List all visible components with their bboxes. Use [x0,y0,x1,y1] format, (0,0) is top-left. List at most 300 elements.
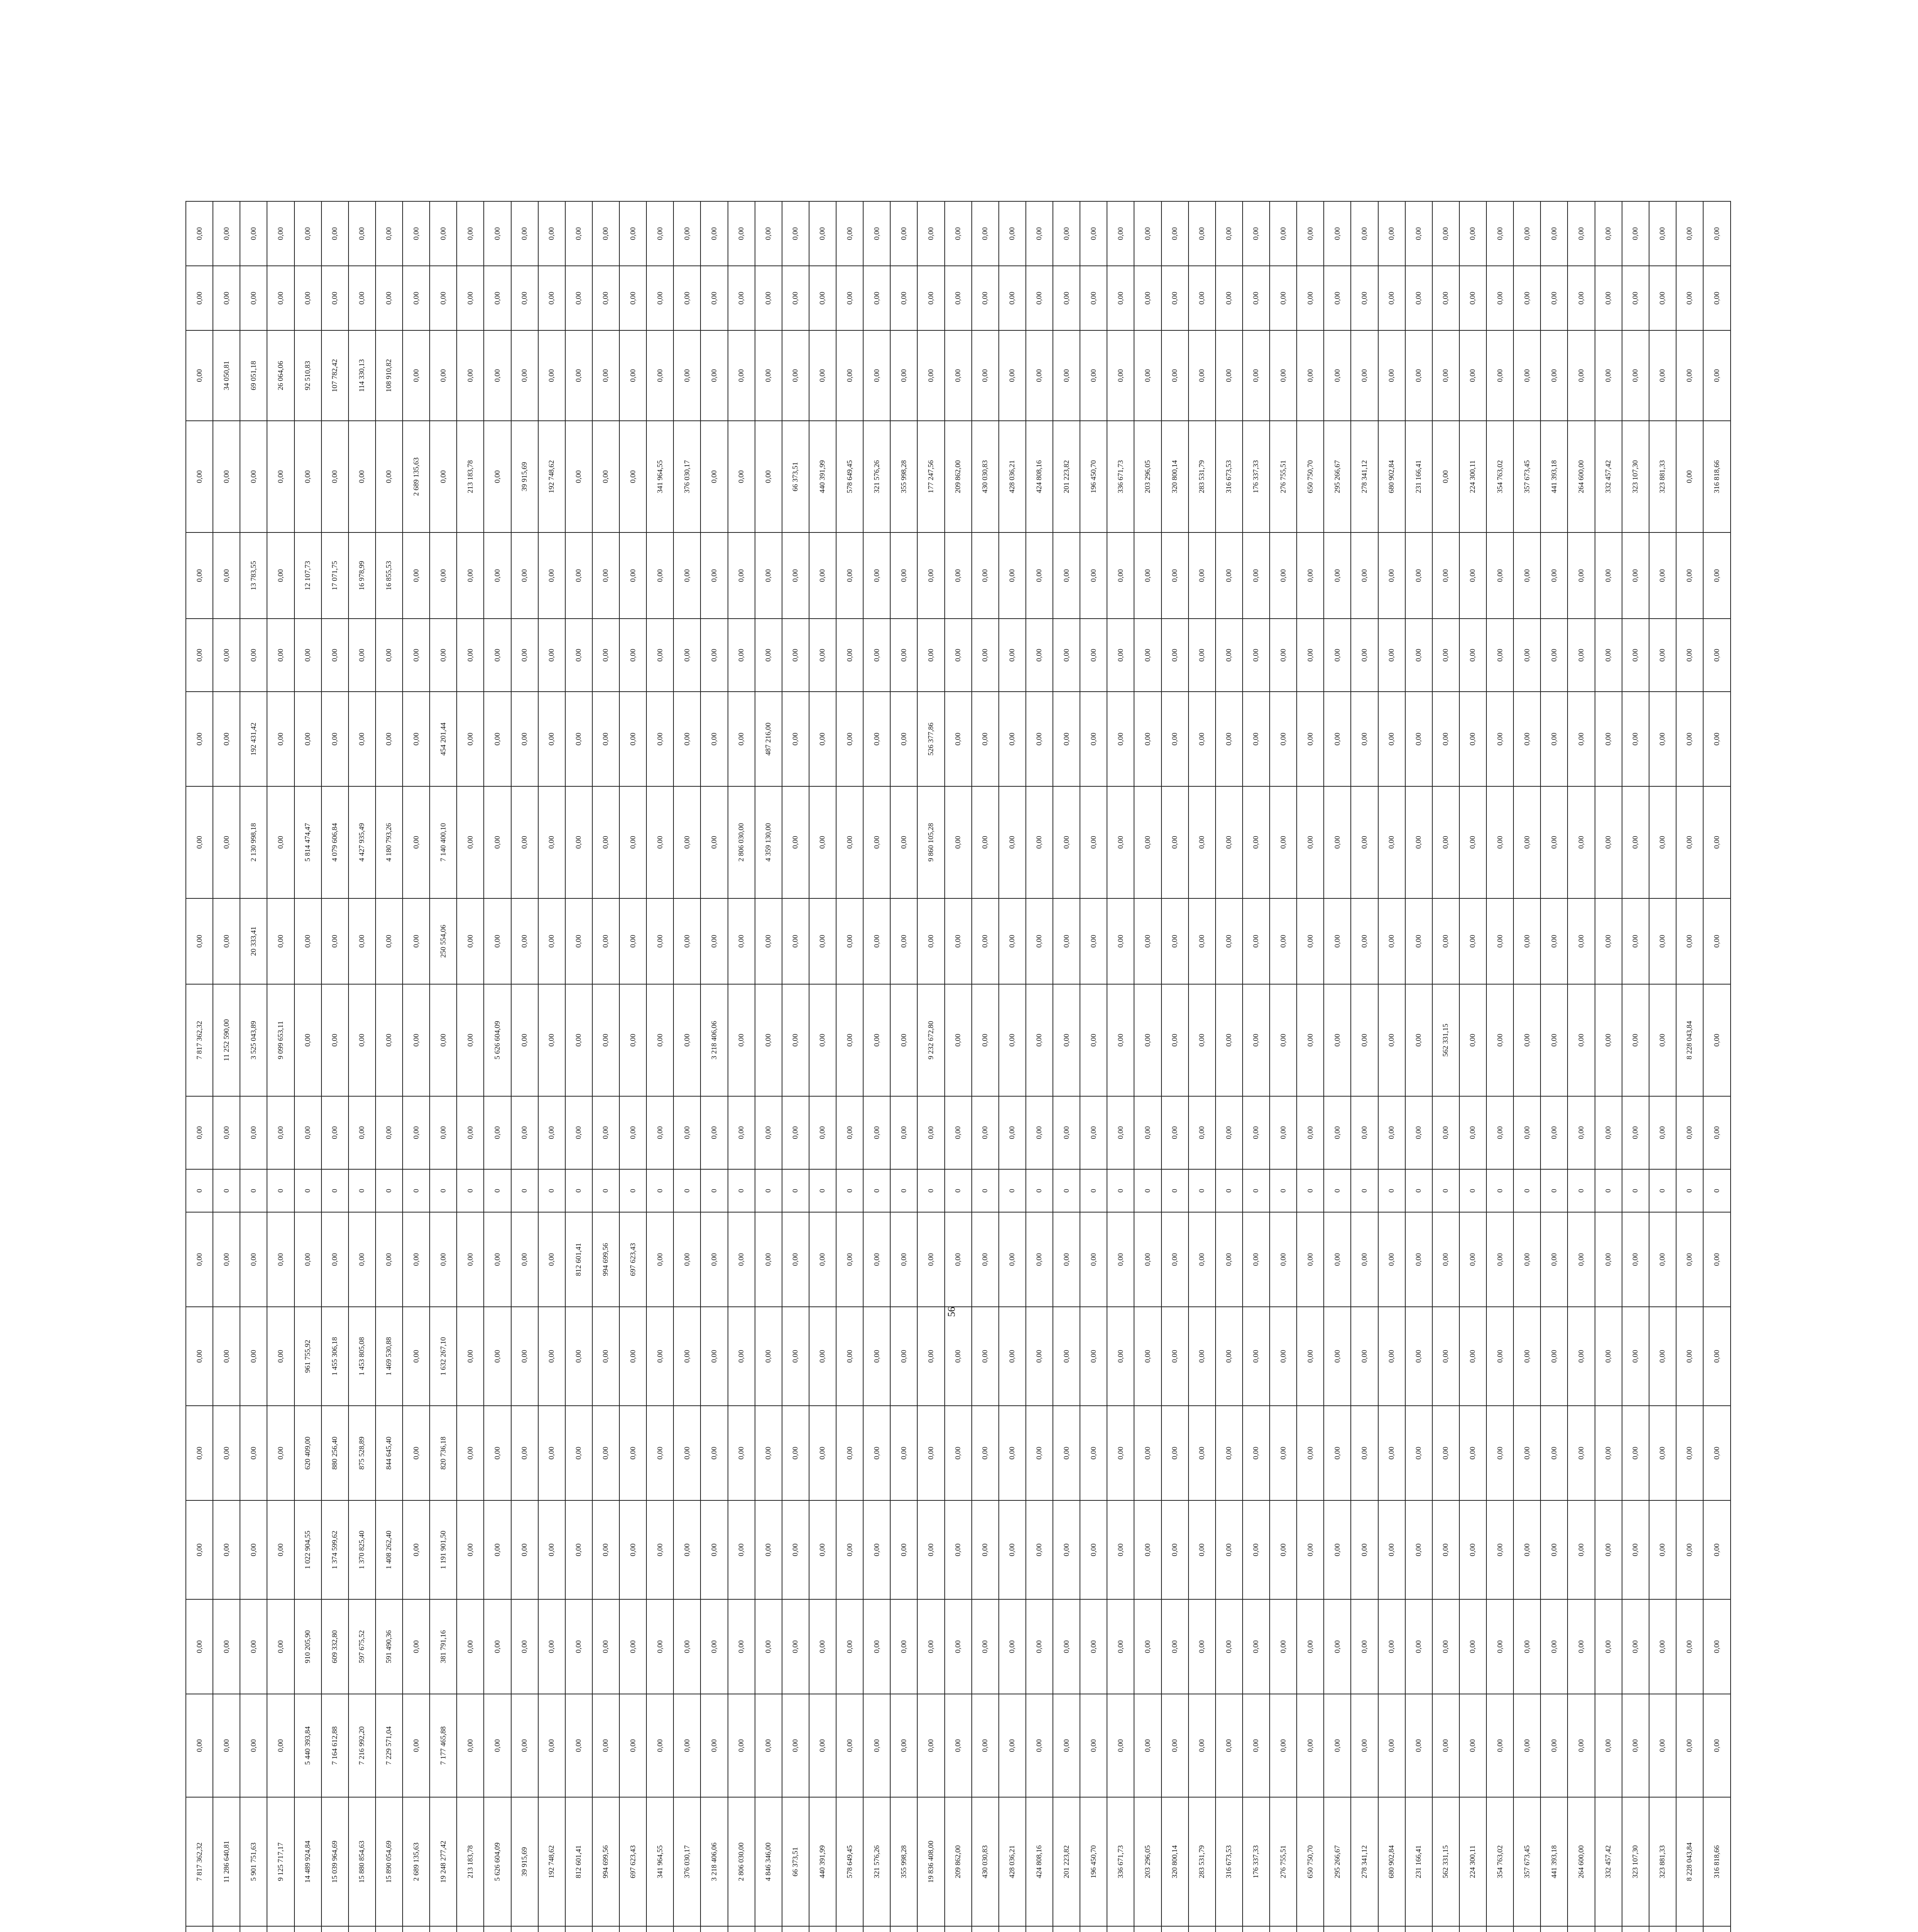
amount-cell: 0,00 [267,1096,294,1169]
amount-cell: 0,00 [213,1406,240,1500]
amount-cell: 0,00 [1513,1599,1541,1694]
amount-cell: 0,00 [1216,1694,1243,1797]
amount-cell: 0,00 [917,1599,944,1694]
amount-cell: 0,00 [376,421,403,532]
amount-cell: 0,00 [321,1212,349,1307]
amount-cell: 0,00 [267,1599,294,1694]
amount-cell: 0,00 [213,1599,240,1694]
amount-cell: 0,00 [1703,1096,1731,1169]
amount-cell: 0,00 [782,266,809,330]
amount-cell: 12 107,73 [294,532,321,619]
table-row [890,201,917,1932]
amount-cell: 0,00 [565,984,592,1096]
amount-cell: 0,00 [1541,1096,1568,1169]
amount-cell: 0,00 [1622,984,1649,1096]
amount-cell: 323 107,30 [1622,421,1649,532]
amount-cell: 0,00 [1378,1500,1405,1599]
amount-cell: 0,00 [1053,1500,1080,1599]
amount-cell: 0,00 [1216,201,1243,266]
amount-cell: 0,00 [1676,1096,1703,1169]
amount-cell: 0 [701,1169,728,1212]
amount-cell: 0,00 [403,1694,430,1797]
amount-cell: 0,00 [1432,201,1459,266]
amount-cell: 820 736,18 [430,1406,457,1500]
amount-cell: 0,00 [1541,1500,1568,1599]
amount-cell: 0,00 [1405,1599,1432,1694]
amount-cell: 2 689 135,63 [403,1797,430,1926]
amount-cell: 0,00 [1513,1307,1541,1406]
amount-cell: 0,00 [1216,619,1243,692]
amount-cell: 4 427 935,49 [349,786,376,898]
amount-cell: 562 331,15 [1432,984,1459,1096]
amount-cell: 0,00 [1703,1406,1731,1500]
amount-cell: 0,00 [782,1599,809,1694]
amount-cell: 0 [1324,1169,1351,1212]
amount-cell: 0,00 [728,266,755,330]
amount-cell: 0,00 [1053,330,1080,421]
amount-cell: 0,00 [1432,421,1459,532]
amount-cell: 0,00 [1026,984,1053,1096]
amount-cell: 0,00 [294,1096,321,1169]
amount-cell: 0,00 [1486,1096,1513,1169]
amount-cell: 578 649,45 [836,1797,863,1926]
amount-cell: 0,00 [1649,1694,1676,1797]
address-cell [1595,1926,1622,1932]
amount-cell: 0,00 [1432,1212,1459,1307]
amount-cell: 0,00 [1676,266,1703,330]
amount-cell: 0 [1107,1169,1134,1212]
amount-cell: 7 817 362,32 [186,1797,213,1926]
amount-cell: 0,00 [1459,266,1486,330]
amount-cell: 283 531,79 [1189,421,1216,532]
amount-cell: 0,00 [1161,532,1189,619]
table-row [863,201,890,1932]
amount-cell: 0,00 [1297,1694,1324,1797]
amount-cell: 0,00 [321,421,349,532]
amount-cell: 0,00 [1486,1212,1513,1307]
amount-cell: 0,00 [1189,266,1216,330]
amount-cell: 0,00 [863,1406,890,1500]
amount-cell: 0,00 [1161,1096,1189,1169]
address-cell [917,1926,944,1932]
table-row [511,201,538,1932]
amount-cell: 107 782,42 [321,330,349,421]
amount-cell: 0,00 [1270,1307,1297,1406]
amount-cell: 0,00 [1080,898,1107,985]
amount-cell: 812 601,41 [565,1212,592,1307]
amount-cell: 3 218 406,06 [701,984,728,1096]
amount-cell: 0,00 [1243,330,1270,421]
amount-cell: 0 [1216,1169,1243,1212]
amount-cell: 0,00 [403,898,430,985]
amount-cell: 0,00 [538,1599,565,1694]
amount-cell: 0,00 [240,266,267,330]
amount-cell: 0,00 [430,984,457,1096]
amount-cell: 0,00 [1541,984,1568,1096]
amount-cell: 0,00 [646,619,673,692]
amount-cell: 0,00 [1486,984,1513,1096]
amount-cell: 0,00 [592,1096,619,1169]
amount-cell: 0,00 [213,1500,240,1599]
amount-cell: 0,00 [1595,201,1622,266]
amount-cell: 0,00 [1216,1500,1243,1599]
amount-cell: 0,00 [782,786,809,898]
table-row [1351,201,1378,1932]
amount-cell: 0,00 [1513,1212,1541,1307]
amount-cell: 0,00 [1513,692,1541,786]
amount-cell: 0,00 [1270,330,1297,421]
amount-cell: 0,00 [1676,898,1703,985]
amount-cell: 192 431,42 [240,692,267,786]
table-row [1513,201,1541,1932]
amount-cell: 0,00 [646,201,673,266]
amount-cell: 323 107,30 [1622,1797,1649,1926]
amount-cell: 376 030,17 [673,1797,701,1926]
address-cell [701,1926,728,1932]
amount-cell: 0,00 [1216,984,1243,1096]
amount-cell: 0,00 [701,532,728,619]
amount-cell: 994 699,56 [592,1212,619,1307]
amount-cell: 0,00 [538,266,565,330]
amount-cell: 0,00 [1541,1406,1568,1500]
amount-cell: 0,00 [1297,532,1324,619]
amount-cell: 0,00 [321,1096,349,1169]
amount-cell: 0,00 [1134,1406,1161,1500]
amount-cell: 697 623,43 [619,1212,646,1307]
amount-cell: 0,00 [1243,898,1270,985]
amount-cell: 0,00 [1703,201,1731,266]
table-row [1243,201,1270,1932]
amount-cell: 0,00 [1459,1212,1486,1307]
amount-cell: 0,00 [1270,1694,1297,1797]
address-cell [945,1926,972,1932]
table-row [1459,201,1486,1932]
amount-cell: 0,00 [1459,532,1486,619]
amount-cell: 0,00 [511,201,538,266]
amount-cell: 0,00 [999,1500,1026,1599]
amount-cell: 0,00 [484,898,511,985]
amount-cell: 0,00 [186,421,213,532]
amount-cell: 0,00 [213,786,240,898]
amount-cell: 0,00 [565,532,592,619]
amount-cell: 0,00 [186,1406,213,1500]
amount-cell: 0,00 [836,1212,863,1307]
amount-cell: 0,00 [999,1096,1026,1169]
amount-cell: 0,00 [1378,1096,1405,1169]
amount-cell: 0,00 [945,692,972,786]
amount-cell: 0,00 [1622,1406,1649,1500]
amount-cell: 0,00 [972,1694,999,1797]
amount-cell: 0,00 [646,1212,673,1307]
amount-cell: 0,00 [972,786,999,898]
amount-cell: 0,00 [403,1096,430,1169]
amount-cell: 7 140 400,10 [430,786,457,898]
amount-cell: 0 [484,1169,511,1212]
amount-cell: 0,00 [1703,692,1731,786]
amount-cell: 1 455 306,18 [321,1307,349,1406]
amount-cell: 0,00 [1378,898,1405,985]
amount-cell: 0,00 [646,1307,673,1406]
amount-cell: 0,00 [294,266,321,330]
amount-cell: 0,00 [836,692,863,786]
amount-cell: 0,00 [646,984,673,1096]
amount-cell: 0,00 [701,1212,728,1307]
amount-cell: 13 783,55 [240,532,267,619]
table-row [1486,201,1513,1932]
amount-cell: 0 [1432,1169,1459,1212]
amount-cell: 0,00 [1595,266,1622,330]
amount-cell: 5 440 393,84 [294,1694,321,1797]
amount-cell: 0,00 [782,1212,809,1307]
amount-cell: 0,00 [1405,1500,1432,1599]
amount-cell: 0,00 [1216,1599,1243,1694]
amount-cell: 0 [240,1169,267,1212]
amount-cell: 0 [538,1169,565,1212]
amount-cell: 0,00 [917,1694,944,1797]
amount-cell: 487 216,00 [755,692,782,786]
amount-cell: 0,00 [890,984,917,1096]
amount-cell: 0 [349,1169,376,1212]
amount-cell: 0,00 [1405,898,1432,985]
amount-cell: 0,00 [1378,1599,1405,1694]
amount-cell: 0,00 [646,692,673,786]
amount-cell: 0,00 [457,1406,484,1500]
amount-cell: 0,00 [1676,201,1703,266]
amount-cell: 0,00 [1216,1096,1243,1169]
amount-cell: 0,00 [186,330,213,421]
amount-cell: 0,00 [1243,1096,1270,1169]
amount-cell: 0 [619,1169,646,1212]
amount-cell: 0,00 [1513,1406,1541,1500]
table-row [1189,201,1216,1932]
amount-cell: 0,00 [565,421,592,532]
amount-cell: 0,00 [917,201,944,266]
amount-cell: 0,00 [619,532,646,619]
amount-cell: 0,00 [1189,984,1216,1096]
amount-cell: 0,00 [1216,266,1243,330]
amount-cell: 0,00 [565,1694,592,1797]
capital-repair-table [185,201,1731,1932]
amount-cell: 0,00 [1703,532,1731,619]
amount-cell: 0,00 [1080,1096,1107,1169]
amount-cell: 0,00 [1026,619,1053,692]
address-cell [673,1926,701,1932]
amount-cell: 0,00 [863,984,890,1096]
amount-cell: 0,00 [1568,1307,1595,1406]
amount-cell: 0,00 [1351,201,1378,266]
amount-cell: 0,00 [1080,692,1107,786]
amount-cell: 994 699,56 [592,1797,619,1926]
amount-cell: 609 332,80 [321,1599,349,1694]
amount-cell: 0,00 [1107,1694,1134,1797]
amount-cell: 0,00 [430,421,457,532]
address-cell [1568,1926,1595,1932]
amount-cell: 0,00 [1541,898,1568,985]
amount-cell: 0,00 [484,1406,511,1500]
amount-cell: 39 915,69 [511,421,538,532]
amount-cell: 0,00 [1216,898,1243,985]
amount-cell: 0,00 [1649,984,1676,1096]
amount-cell: 1 453 805,08 [349,1307,376,1406]
amount-cell: 0,00 [1107,619,1134,692]
amount-cell: 0,00 [1676,1694,1703,1797]
amount-cell: 0,00 [565,1307,592,1406]
table-row [782,201,809,1932]
amount-cell: 0,00 [1486,201,1513,266]
amount-cell: 0,00 [484,692,511,786]
amount-cell: 0,00 [267,1212,294,1307]
address-cell [1459,1926,1486,1932]
table-row [349,201,376,1932]
amount-cell: 0,00 [1432,266,1459,330]
amount-cell: 4 180 793,26 [376,786,403,898]
amount-cell: 0,00 [1622,201,1649,266]
amount-cell: 316 818,66 [1703,1797,1731,1926]
amount-cell: 0,00 [1703,984,1731,1096]
amount-cell: 0,00 [782,898,809,985]
amount-cell: 0,00 [1622,786,1649,898]
amount-cell: 203 296,05 [1134,1797,1161,1926]
table-row [1703,201,1731,1932]
amount-cell: 0,00 [1649,786,1676,898]
amount-cell: 376 030,17 [673,421,701,532]
amount-cell: 0 [592,1169,619,1212]
amount-cell: 0,00 [836,330,863,421]
amount-cell: 0,00 [592,1406,619,1500]
amount-cell: 0,00 [1432,786,1459,898]
amount-cell: 323 881,33 [1649,1797,1676,1926]
amount-cell: 0,00 [619,1406,646,1500]
amount-cell: 0,00 [1595,1096,1622,1169]
table-row [673,201,701,1932]
amount-cell: 0,00 [538,201,565,266]
amount-cell: 0,00 [1595,619,1622,692]
amount-cell: 0,00 [213,1096,240,1169]
amount-cell: 0,00 [1432,532,1459,619]
amount-cell: 320 800,14 [1161,421,1189,532]
amount-cell: 0,00 [186,1096,213,1169]
amount-cell: 7 817 362,32 [186,984,213,1096]
amount-cell: 0,00 [1405,1307,1432,1406]
amount-cell: 0 [1595,1169,1622,1212]
amount-cell: 0,00 [1486,1406,1513,1500]
amount-cell: 0,00 [890,1500,917,1599]
amount-cell: 0,00 [728,1307,755,1406]
amount-cell: 316 673,53 [1216,421,1243,532]
amount-cell: 0,00 [945,898,972,985]
amount-cell: 0,00 [1270,692,1297,786]
amount-cell: 0,00 [809,1212,836,1307]
amount-cell: 0,00 [1649,1212,1676,1307]
amount-cell: 0,00 [403,1406,430,1500]
address-cell [1107,1926,1134,1932]
amount-cell: 0,00 [1459,330,1486,421]
amount-cell: 0,00 [1026,1694,1053,1797]
amount-cell: 0,00 [1026,201,1053,266]
amount-cell: 0,00 [917,1212,944,1307]
amount-cell: 0,00 [1703,1500,1731,1599]
amount-cell: 0,00 [1351,1096,1378,1169]
amount-cell: 0,00 [1134,1500,1161,1599]
table-row [403,201,430,1932]
amount-cell: 0,00 [1107,330,1134,421]
amount-cell: 650 750,70 [1297,421,1324,532]
amount-cell: 0,00 [999,786,1026,898]
amount-cell: 0,00 [484,1500,511,1599]
amount-cell: 0,00 [673,330,701,421]
amount-cell: 0,00 [1107,201,1134,266]
amount-cell: 0,00 [1622,266,1649,330]
amount-cell: 8 228 043,84 [1676,1797,1703,1926]
amount-cell: 0,00 [1649,201,1676,266]
amount-cell: 0,00 [972,898,999,985]
amount-cell: 0,00 [1243,1212,1270,1307]
amount-cell: 0,00 [484,201,511,266]
amount-cell: 0,00 [619,1096,646,1169]
amount-cell: 0,00 [1676,1500,1703,1599]
amount-cell: 0,00 [1189,1694,1216,1797]
amount-cell: 0,00 [1378,619,1405,692]
amount-cell: 0,00 [701,1599,728,1694]
table-row [1541,201,1568,1932]
amount-cell: 231 166,41 [1405,421,1432,532]
amount-cell: 0,00 [1649,898,1676,985]
amount-cell: 0,00 [1107,984,1134,1096]
amount-cell: 0,00 [1107,1500,1134,1599]
amount-cell: 0,00 [1189,786,1216,898]
table-row [1216,201,1243,1932]
amount-cell: 177 247,56 [917,421,944,532]
amount-cell: 0,00 [1541,1212,1568,1307]
amount-cell: 341 964,55 [646,421,673,532]
amount-cell: 0,00 [890,1694,917,1797]
amount-cell: 1 632 267,10 [430,1307,457,1406]
amount-cell: 0,00 [403,266,430,330]
amount-cell: 0,00 [1703,1694,1731,1797]
amount-cell: 424 808,16 [1026,1797,1053,1926]
amount-cell: 0,00 [1622,532,1649,619]
amount-cell: 0,00 [701,786,728,898]
amount-cell: 264 600,00 [1568,1797,1595,1926]
amount-cell: 0,00 [484,1694,511,1797]
amount-cell: 0,00 [1080,619,1107,692]
amount-cell: 0,00 [430,1096,457,1169]
table-row [917,201,944,1932]
amount-cell: 0,00 [1026,1307,1053,1406]
amount-cell: 0,00 [673,619,701,692]
amount-cell: 0,00 [728,1599,755,1694]
amount-cell: 203 296,05 [1134,421,1161,532]
amount-cell: 0,00 [619,619,646,692]
table-body [186,201,1731,1932]
amount-cell: 0,00 [430,1212,457,1307]
amount-cell: 0 [1134,1169,1161,1212]
amount-cell: 0,00 [1026,1212,1053,1307]
amount-cell: 0,00 [1297,1406,1324,1500]
table-row [972,201,999,1932]
amount-cell: 196 450,70 [1080,421,1107,532]
amount-cell: 0,00 [457,1307,484,1406]
amount-cell: 0,00 [999,898,1026,985]
address-cell [1161,1926,1189,1932]
amount-cell: 0,00 [430,266,457,330]
amount-cell: 0,00 [1595,898,1622,985]
amount-cell: 0,00 [294,984,321,1096]
amount-cell: 0,00 [999,1406,1026,1500]
amount-cell: 0,00 [1513,898,1541,985]
amount-cell: 0,00 [240,1307,267,1406]
table-row [376,201,403,1932]
